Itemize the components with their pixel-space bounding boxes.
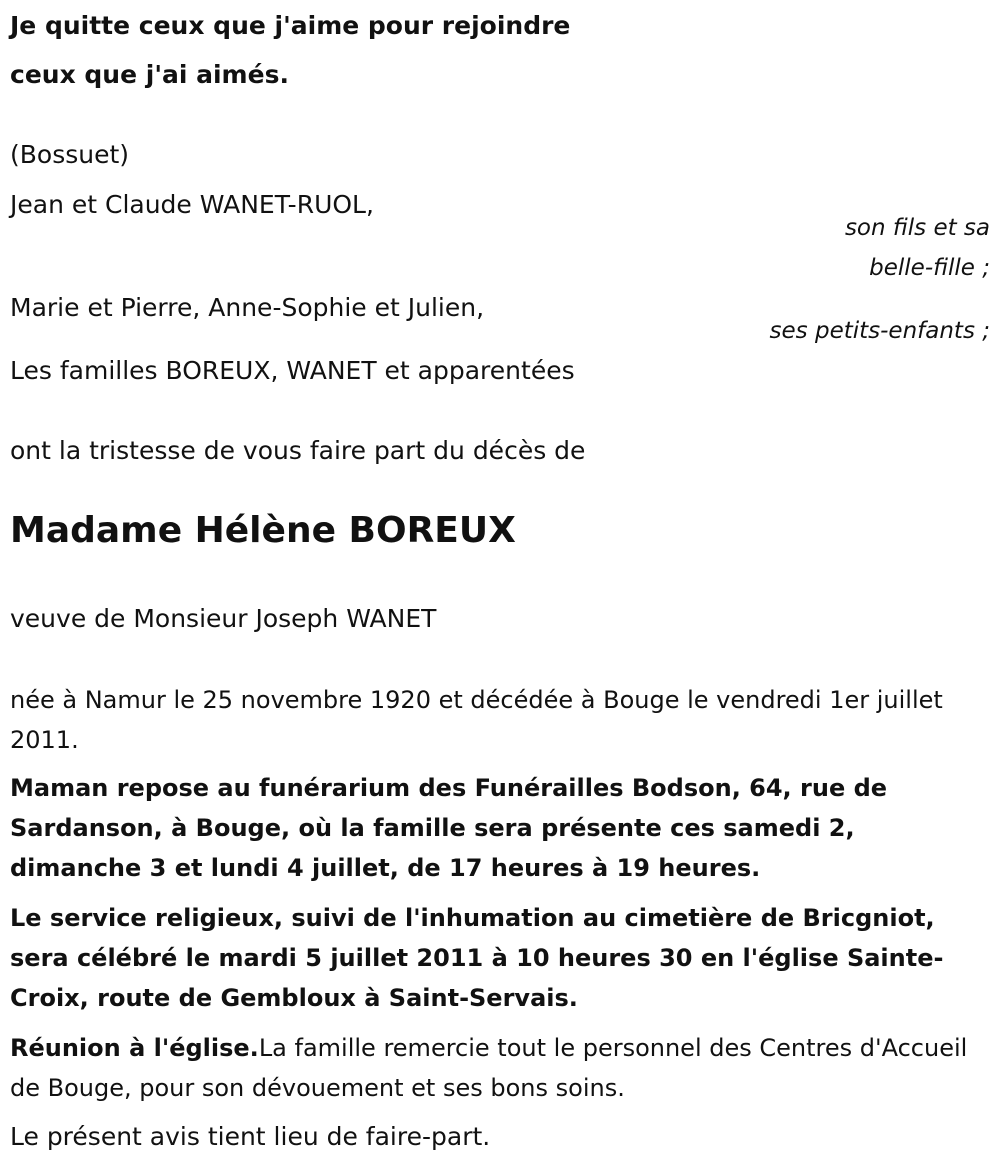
- family-relatives: Les familles BOREUX, WANET et apparentées: [10, 356, 575, 385]
- deceased-name: Madame Hélène BOREUX: [10, 510, 516, 551]
- service-details: Le service religieux, suivi de l'inhumation au cimetière de Bricgniot, sera célébré le mardi 5 juillet 2011 à 10 heures 30 en l'église Sainte-Croix, route de Gembloux à Saint-Servais.: [10, 904, 944, 1012]
- quote-line-2: ceux que j'ai aimés.: [10, 60, 289, 89]
- family-grandchildren: Marie et Pierre, Anne-Sophie et Julien,: [10, 293, 485, 322]
- announcement-text: ont la tristesse de vous faire part du décès de: [10, 436, 586, 465]
- funerarium-details: Maman repose au funérarium des Funérailles Bodson, 64, rue de Sardanson, à Bouge, où la famille sera présente ces samedi 2, dimanche 3 et lundi 4 juillet, de 17 heures à 19 heures.: [10, 774, 888, 882]
- grandchildren-relation: ses petits-enfants ;: [769, 318, 990, 344]
- family-son: Jean et Claude WANET-RUOL,: [10, 190, 374, 219]
- birth-death-text: née à Namur le 25 novembre 1920 et décédée à Bouge le vendredi 1er juillet 2011.: [10, 686, 943, 754]
- thanks-text: La famille remercie tout le personnel des Centres d'Accueil de Bouge, pour son dévouement et ses bons soins.: [10, 1034, 968, 1102]
- meeting-text: Réunion à l'église.: [10, 1034, 259, 1062]
- quote-line-1: Je quitte ceux que j'aime pour rejoindre: [10, 11, 571, 40]
- son-relation-line-1: son fils et sa: [844, 215, 990, 241]
- notice-text: Le présent avis tient lieu de faire-part.: [10, 1122, 491, 1151]
- widow-of: veuve de Monsieur Joseph WANET: [10, 604, 437, 633]
- quote-author: (Bossuet): [10, 140, 130, 169]
- son-relation-line-2: belle-fille ;: [869, 255, 990, 281]
- thanks-paragraph: [10, 1028, 990, 1108]
